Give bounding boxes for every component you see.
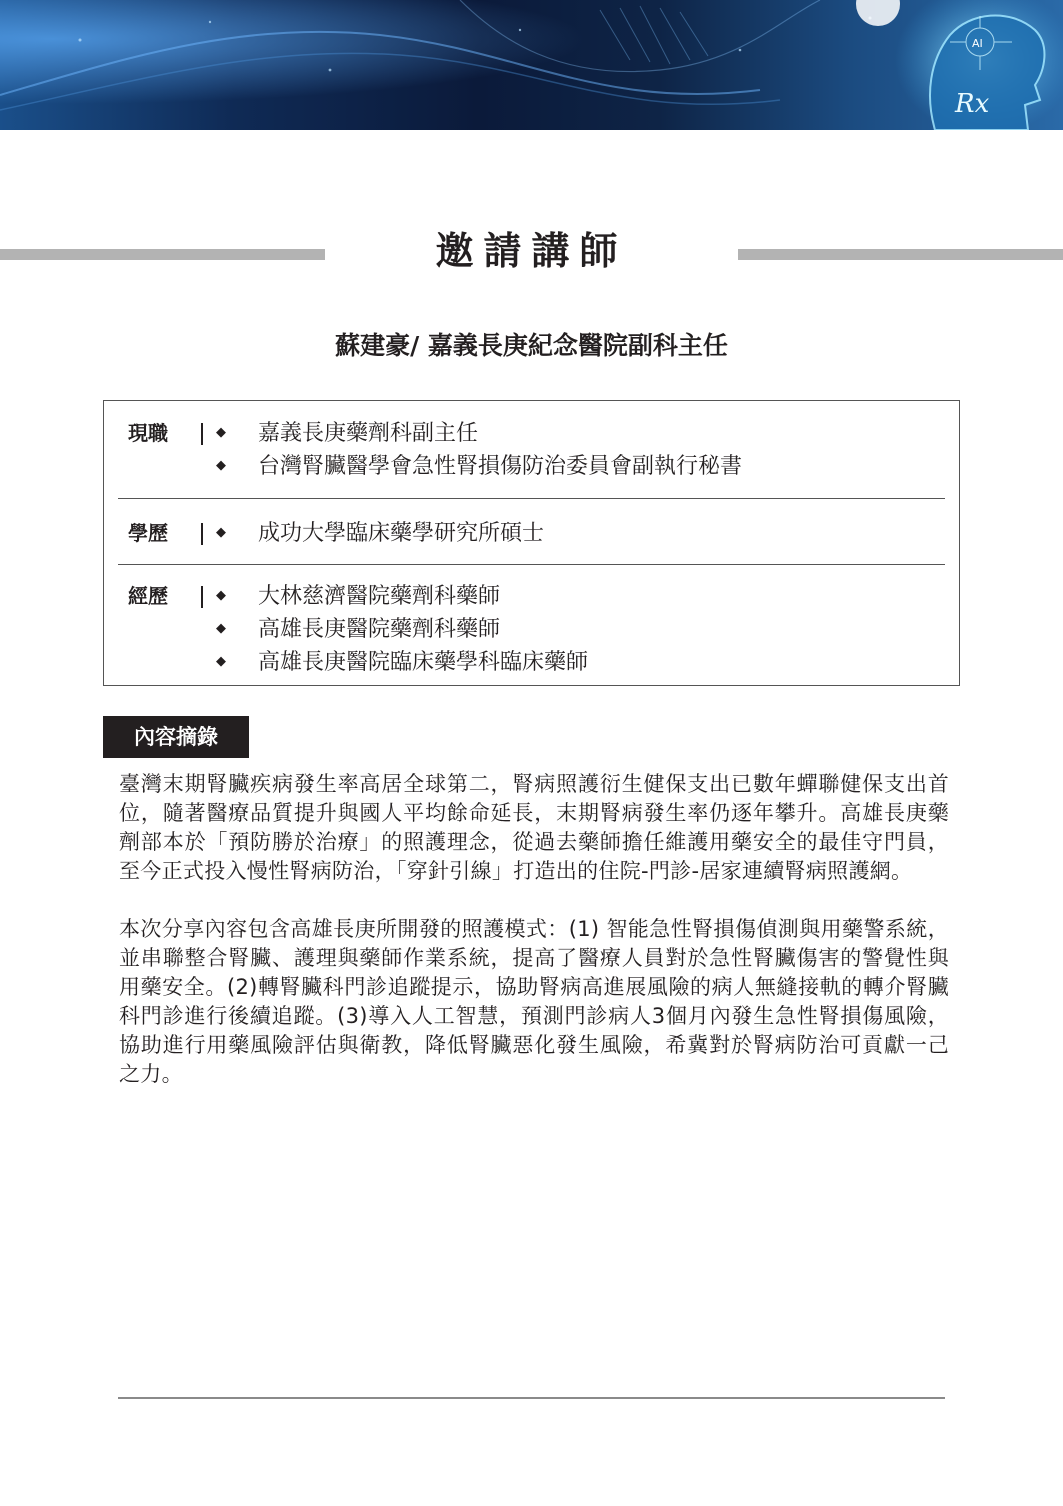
diamond-bullet-icon: ◆: [216, 525, 226, 540]
paragraph: 臺灣末期腎臟疾病發生率高居全球第二，腎病照護衍生健保支出已數年蟬聯健保支出首位，隨著醫療品質提升與國人平均餘命延長，末期腎病發生率仍逐年攀升。高雄長庚藥劑部本於「預防勝於治療」的照護理念，從過去藥師擔任維護用藥安全的最佳守門員，至今正式投入慢性腎病防治，「穿針引線」打造出的住院-門診-居家連續腎病照護網。: [119, 772, 949, 883]
title-rule-right: [738, 249, 1063, 260]
speaker-heading: 蘇建豪/ 嘉義長庚紀念醫院副科主任: [335, 331, 728, 360]
item-text: 台灣腎臟醫學會急性腎損傷防治委員會副執行秘書: [258, 454, 743, 479]
item-text: 高雄長庚醫院臨床藥學科臨床藥師: [258, 650, 589, 675]
summary-body: [119, 770, 949, 1118]
paragraph: 本次分享內容包含高雄長庚所開發的照護模式：(1) 智能急性腎損傷偵測與用藥警系統，並串聯整合腎臟、護理與藥師作業系統，提高了醫療人員對於急性腎臟傷害的警覺性與用藥安全。(2)轉腎臟科門診追蹤提示，協助腎病高進展風險的病人無縫接軌的轉介腎臟科門診進行後續追蹤。(3)導入人工智慧，預測門診病人3個月內發生急性腎損傷風險，協助進行用藥風險評估與衛教，降低腎臟惡化發生風險，希冀對於腎病防治可貢獻一己之力。: [119, 917, 949, 1086]
title-rule-left: [0, 249, 325, 260]
list-item: [216, 613, 588, 646]
speaker-info-box: [103, 400, 960, 686]
summary-tag: 內容摘錄: [103, 716, 249, 758]
banner-artwork: [0, 0, 1063, 130]
item-text: 大林慈濟醫院藥劑科藥師: [258, 584, 501, 609]
section-divider: [118, 498, 945, 499]
footer-rule: [118, 1397, 945, 1399]
diamond-bullet-icon: ◆: [216, 425, 226, 440]
list-item: [216, 646, 588, 679]
item-list: [216, 517, 544, 550]
list-item: [216, 417, 742, 450]
page-title: 邀請講師: [435, 229, 628, 273]
label-separator: [201, 423, 203, 445]
diamond-bullet-icon: ◆: [216, 588, 226, 603]
rx-mark: Rx: [955, 89, 990, 119]
diamond-bullet-icon: ◆: [216, 621, 226, 636]
section-divider: [118, 564, 945, 565]
list-item: [216, 580, 588, 613]
diamond-bullet-icon: ◆: [216, 458, 226, 473]
list-item: [216, 450, 742, 483]
label-separator: [201, 586, 203, 608]
label-separator: [201, 523, 203, 545]
item-list: [216, 580, 588, 679]
item-text: 嘉義長庚藥劑科副主任: [258, 421, 479, 446]
item-text: 成功大學臨床藥學研究所碩士: [258, 521, 545, 546]
item-list: [216, 417, 742, 483]
list-item: [216, 517, 544, 550]
ai-mark: AI: [972, 37, 983, 50]
section-label: 現職: [128, 421, 168, 445]
section-label: 學歷: [128, 521, 168, 545]
section-label: 經歷: [128, 584, 168, 608]
item-text: 高雄長庚醫院藥劑科藥師: [258, 617, 501, 642]
header-banner: [0, 0, 1063, 130]
title-row: [0, 225, 1063, 285]
diamond-bullet-icon: ◆: [216, 654, 226, 669]
